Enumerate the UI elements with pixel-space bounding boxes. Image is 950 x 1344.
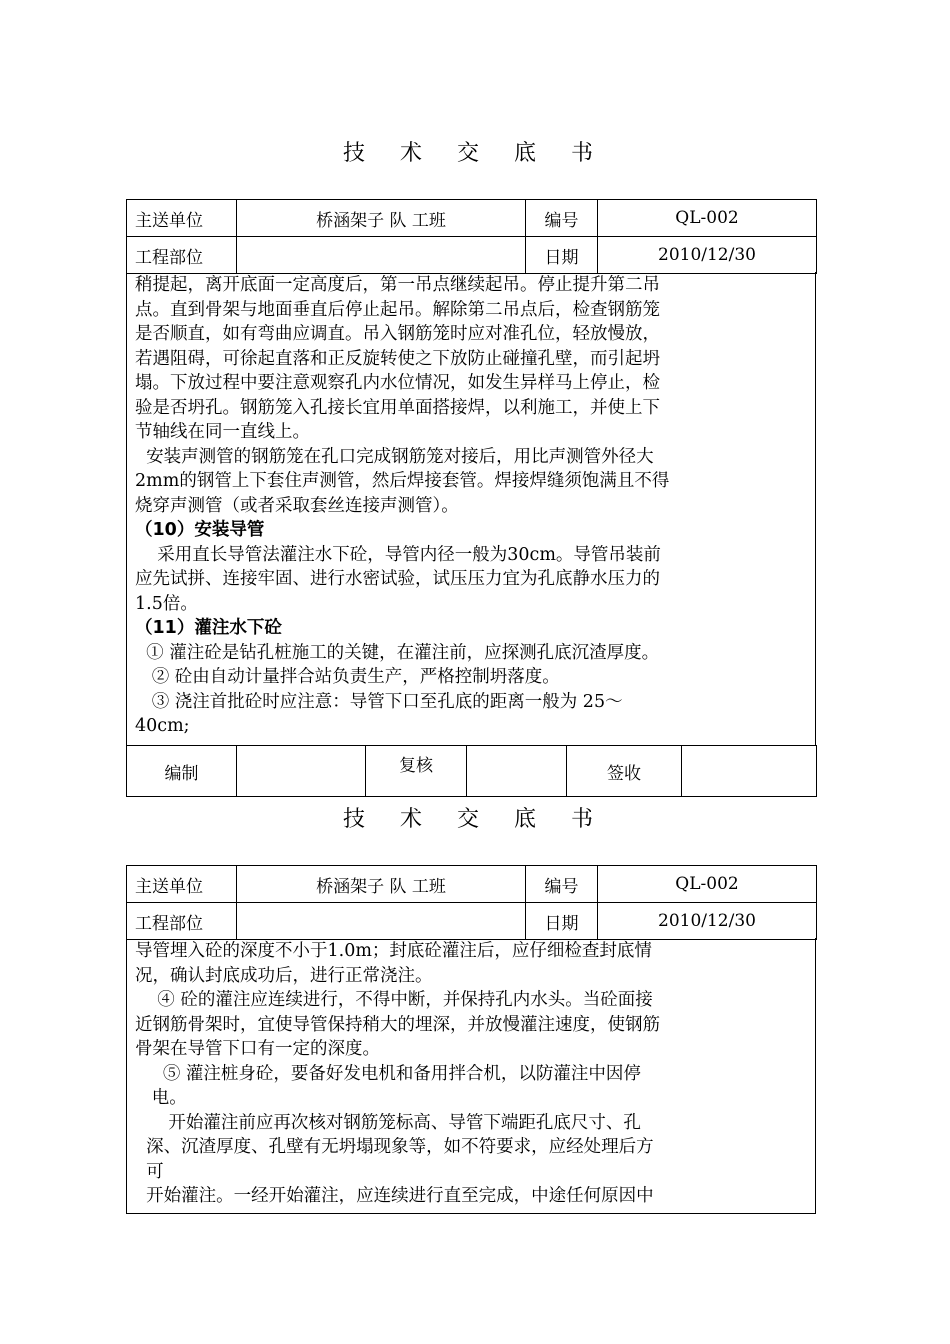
text-line: 开始灌注前应再次核对钢筋笼标高、导管下端距孔底尺寸、孔 — [135, 1112, 641, 1133]
date-value: 2010/12/30 — [598, 903, 817, 940]
receiver-value — [682, 746, 817, 797]
location-label: 工程部位 — [127, 237, 237, 274]
number-label: 编号 — [526, 866, 598, 903]
text-line: 电。 — [135, 1088, 187, 1108]
text-line: 应先试拼、连接牢固、进行水密试验，试压压力宜为孔底静水压力的 — [135, 569, 660, 589]
text-line: 是否顺直，如有弯曲应调直。吊入钢筋笼时应对准孔位，轻放慢放， — [135, 324, 660, 344]
section-heading: （10）安装导管 — [135, 520, 265, 540]
text-line: 采用直长导管法灌注水下砼，导管内径一般为30cm。导管吊装前 — [135, 544, 661, 565]
text-line: 稍提起，离开底面一定高度后，第一吊点继续起吊。停止提升第二吊 — [135, 275, 660, 295]
sheet1-signature-table — [126, 745, 817, 797]
sheet2-content — [126, 938, 816, 1214]
number-label: 编号 — [526, 200, 598, 237]
text-line: 可 — [135, 1161, 164, 1182]
text-line: 烧穿声测管（或者采取套丝连接声测管）。 — [135, 495, 459, 516]
location-value — [237, 903, 526, 940]
location-label: 工程部位 — [127, 903, 237, 940]
text-line: 节轴线在同一直线上。 — [135, 422, 310, 442]
sender-label: 主送单位 — [127, 200, 237, 237]
section-heading: （11）灌注水下砼 — [135, 618, 282, 638]
number-value: QL-002 — [598, 866, 817, 903]
sender-value: 桥涵架子 队 工班 — [237, 200, 526, 237]
text-line: 若遇阻碍，可徐起直落和正反旋转使之下放防止碰撞孔壁，而引起坍 — [135, 348, 660, 369]
editor-label: 编制 — [127, 746, 237, 797]
text-line: 1.5倍。 — [135, 593, 198, 614]
sheet1-content — [126, 272, 816, 746]
text-line: 深、沉渣厚度、孔壁有无坍塌现象等，如不符要求，应经处理后方 — [135, 1137, 654, 1157]
text-line: 2mm的钢管上下套住声测管，然后焊接套管。焊接焊缝须饱满且不得 — [135, 471, 670, 491]
sender-label: 主送单位 — [127, 866, 237, 903]
sheet1-title: 技 术 交 底 书 — [343, 141, 607, 166]
text-line: 导管埋入砼的深度不小于1.0m；封底砼灌注后，应仔细检查封底情 — [135, 941, 652, 961]
text-line: ② 砼由自动计量拌合站负责生产，严格控制坍落度。 — [135, 667, 560, 687]
editor-value — [237, 746, 366, 797]
text-line: 塌。下放过程中要注意观察孔内水位情况，如发生异样马上停止，检 — [135, 373, 660, 393]
date-value: 2010/12/30 — [598, 237, 817, 274]
sheet2-header-table — [126, 865, 817, 940]
text-line: 安装声测管的钢筋笼在孔口完成钢筋笼对接后，用比声测管外径大 — [135, 446, 654, 467]
text-line: 开始灌注。一经开始灌注，应连续进行直至完成，中途任何原因中 — [135, 1186, 654, 1206]
date-label: 日期 — [526, 237, 598, 274]
text-line: 骨架在导管下口有一定的深度。 — [135, 1039, 380, 1059]
sheet1-header-table — [126, 199, 817, 274]
text-line: ④ 砼的灌注应连续进行，不得中断，并保持孔内水头。当砼面接 — [135, 990, 653, 1010]
text-line: 验是否坍孔。钢筋笼入孔接长宜用单面搭接焊，以利施工，并使上下 — [135, 397, 660, 418]
text-line: 点。直到骨架与地面垂直后停止起吊。解除第二吊点后，检查钢筋笼 — [135, 299, 660, 320]
text-line: ① 灌注砼是钻孔桩施工的关键，在灌注前，应探测孔底沉渣厚度。 — [135, 642, 660, 663]
sheet2-title: 技 术 交 底 书 — [343, 807, 607, 832]
text-line: 况，确认封底成功后，进行正常浇注。 — [135, 965, 433, 986]
text-line: ⑤ 灌注桩身砼，要备好发电机和备用拌合机，以防灌注中因停 — [135, 1063, 641, 1084]
sender-value: 桥涵架子 队 工班 — [237, 866, 526, 903]
text-line: 40cm; — [135, 716, 190, 736]
text-line: ③ 浇注首批砼时应注意：导管下口至孔底的距离一般为 25～ — [135, 691, 623, 712]
text-line: 近钢筋骨架时，宜使导管保持稍大的埋深，并放慢灌注速度，使钢筋 — [135, 1014, 660, 1035]
reviewer-value — [467, 746, 567, 797]
number-value: QL-002 — [598, 200, 817, 237]
receiver-label: 签收 — [567, 746, 682, 797]
location-value — [237, 237, 526, 274]
reviewer-label: 复核 — [366, 746, 467, 797]
date-label: 日期 — [526, 903, 598, 940]
